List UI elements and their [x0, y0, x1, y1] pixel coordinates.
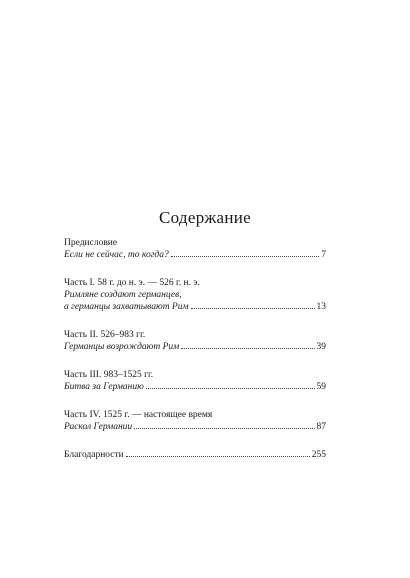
toc-entry-line[interactable] — [64, 341, 326, 353]
page-number: 255 — [311, 450, 326, 460]
toc-entry-part-4 — [64, 409, 326, 433]
toc-entry-heading: Предисловие — [64, 238, 118, 248]
toc-entry-heading: Часть II. 526–983 гг. — [64, 330, 146, 340]
dot-leader — [171, 255, 320, 257]
toc-entry-part-3 — [64, 369, 326, 393]
dot-leader — [146, 387, 315, 389]
toc-entry-heading: Часть IV. 1525 г. — настоящее время — [64, 410, 213, 420]
toc-entry-title: Если не сейчас, то когда? — [64, 250, 169, 260]
dot-leader — [181, 347, 314, 349]
page-number: 13 — [316, 302, 326, 312]
page-number: 7 — [321, 250, 326, 260]
page-number: 59 — [316, 382, 326, 392]
toc-entry-line[interactable] — [64, 249, 326, 261]
toc-entry-acknowledgements — [64, 449, 326, 461]
toc-entry-title: Благодарности — [64, 450, 124, 460]
toc-entry-title: Германцы возрождают Рим — [64, 342, 180, 352]
toc-entry-title: Битва за Германию — [64, 382, 144, 392]
page-number: 39 — [316, 342, 326, 352]
toc-entry-subtitle: Римляне создают германцев, — [64, 290, 182, 300]
dot-leader — [126, 455, 310, 457]
table-of-contents — [64, 237, 326, 471]
toc-entry-heading: Часть I. 58 г. до н. э. — 526 г. н. э. — [64, 278, 200, 288]
dot-leader — [191, 307, 315, 309]
toc-entry-line[interactable] — [64, 301, 326, 313]
toc-entry-line[interactable] — [64, 381, 326, 393]
toc-entry-preface — [64, 237, 326, 261]
toc-entry-title: Раскол Германии — [64, 422, 133, 432]
toc-entry-title: а германцы захватывают Рим — [64, 302, 189, 312]
toc-entry-line[interactable] — [64, 449, 326, 461]
contents-title: Содержание — [158, 208, 252, 227]
toc-entry-part-1 — [64, 277, 326, 313]
toc-entry-heading: Часть III. 983–1525 гг. — [64, 370, 154, 380]
dot-leader — [134, 427, 314, 429]
toc-entry-line[interactable] — [64, 421, 326, 433]
toc-entry-part-2 — [64, 329, 326, 353]
page-number: 87 — [316, 422, 326, 432]
